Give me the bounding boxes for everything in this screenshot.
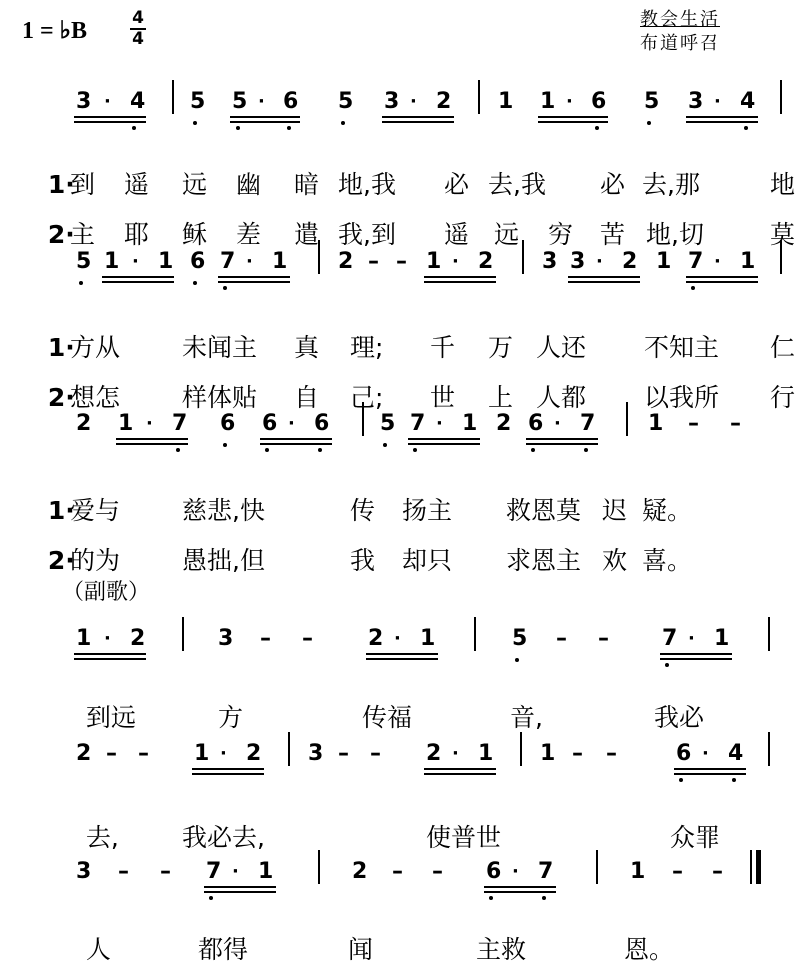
verse-number: 1· — [47, 496, 75, 525]
verse-notation-row-3: 2 1 · 7 6 6 · 6 5 7 · 1 2 6 · 7 1 – – — [0, 410, 788, 450]
chorus-notation-row-2: 2 – – 1 · 2 3 – – 2 · 1 1 – – 6 · 4 — [0, 740, 788, 780]
chorus-notation-row-1: 1 · 2 3 – – 2 · 1 5 – – 7 · 1 — [0, 625, 788, 665]
verse-1-lyric-row-3: 1· 爱与 慈悲,快 传 扬主 救恩莫 迟 疑。 — [47, 496, 693, 525]
verse-notation-row-1: 3 · 4 5 5 · 6 5 3 · 2 1 1 · 6 5 3 · 4 — [0, 88, 788, 128]
verse-1-lyric-row-2: 1· 方从 未闻主 真 理; 千 万 人还 不知主 仁 — [47, 333, 795, 362]
key-signature: 1 = ♭B — [22, 18, 88, 44]
verse-number: 2· — [47, 546, 75, 575]
verse-number: 1· — [47, 170, 75, 199]
verse-2-lyric-row-1: 2· 主 耶 稣 差 遣 我,到 遥 远 穷 苦 地,切 莫 — [47, 220, 795, 249]
time-signature — [128, 10, 148, 48]
verse-2-lyric-row-3: 2· 的为 愚拙,但 我 却只 求恩主 欢 喜。 — [47, 546, 693, 575]
chorus-lyric-row-3: 人 都得 闻 主救 恩。 — [85, 935, 675, 964]
source-line-1: 教会生活 — [640, 9, 720, 30]
chorus-lyric-row-1: 到远 方 传福 音, 我必 — [85, 703, 705, 732]
chorus-label: （副歌） — [62, 580, 151, 605]
verse-number: 2· — [47, 220, 75, 249]
chorus-lyric-row-2: 去, 我必去, 使普世 众罪 — [85, 823, 721, 852]
chorus-notation-row-3: 3 – – 7 · 1 2 – – 6 · 7 1 – – — [0, 858, 788, 898]
song-source — [640, 8, 720, 56]
verse-2-lyric-row-2: 2· 想怎 样体贴 自 己; 世 上 人都 以我所 行 — [47, 383, 795, 412]
verse-number: 1· — [47, 333, 75, 362]
source-line-2: 布道呼召 — [640, 33, 720, 54]
verse-notation-row-2: 5 1 · 1 6 7 · 1 2 – – 1 · 2 3 3 · 2 1 7 · 1 — [0, 248, 788, 288]
time-signature-top: 4 — [132, 8, 144, 28]
verse-1-lyric-row-1: 1· 到 遥 远 幽 暗 地,我 必 去,我 必 去,那 地 — [47, 170, 795, 199]
verse-number: 2· — [47, 383, 75, 412]
time-signature-bottom: 4 — [132, 29, 144, 49]
